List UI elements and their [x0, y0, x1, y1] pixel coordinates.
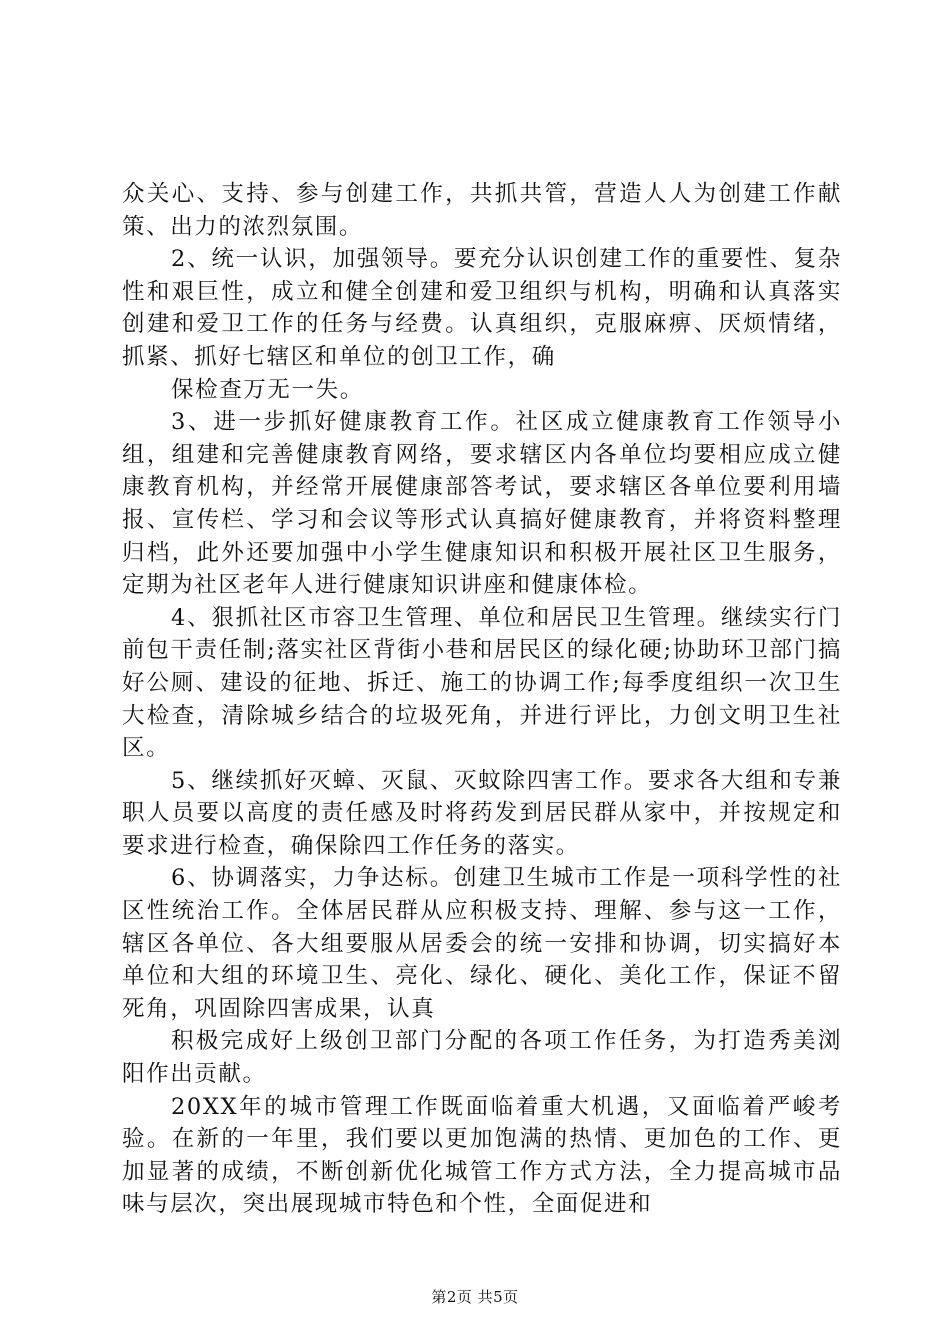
paragraph-3: 3、进一步抓好健康教育工作。社区成立健康教育工作领导小组，组建和完善健康教育网络，要求辖区内各单位均要相应成立健康教育机构，并经常开展健康部答考试，要求辖区各单位要利用墙报、宣传栏、学习和会议等形式认真搞好健康教育，并将资料整理归档，此外还要加强中小学生健康知识和积极开展社区卫生服务，定期为社区老年人进行健康知识讲座和健康体检。	[122, 409, 842, 599]
paragraph-4: 4、狠抓社区市容卫生管理、单位和居民卫生管理。继续实行门前包干责任制;落实社区背街小巷和居民区的绿化硬;协助环卫部门搞好公厕、建设的征地、拆迁、施工的协调工作;每季度组织一次卫生大检查，清除城乡结合的垃圾死角，并进行评比，力创文明卫生社区。	[122, 604, 842, 762]
page-footer	[0, 1286, 950, 1307]
paragraph-7: 积极完成好上级创卫部门分配的各项工作任务，为打造秀美浏阳作出贡献。	[122, 1028, 842, 1088]
document-body	[122, 178, 842, 1221]
paragraph-1: 2、统一认识，加强领导。要充分认识创建工作的重要性、复杂性和艰巨性，成立和健全创建和爱卫组织与机构，明确和认真落实创建和爱卫工作的任务与经费。认真组织，克服麻痹、厌烦情绪，抓紧、抓好七辖区和单位的创卫工作，确	[122, 246, 842, 370]
paragraph-5: 5、继续抓好灭蟑、灭鼠、灭蚊除四害工作。要求各大组和专兼职人员要以高度的责任感及时将药发到居民群从家中，并按规定和要求进行检查，确保除四工作任务的落实。	[122, 767, 842, 859]
paragraph-6: 6、协调落实，力争达标。创建卫生城市工作是一项科学性的社区性统治工作。全体居民群从应积极支持、理解、参与这一工作，辖区各单位、各大组要服从居委会的统一安排和协调，切实搞好本单位和大组的环境卫生、亮化、绿化、硬化、美化工作，保证不留死角，巩固除四害成果，认真	[122, 865, 842, 1022]
paragraph-0: 众关心、支持、参与创建工作，共抓共管，营造人人为创建工作献策、出力的浓烈氛围。	[122, 181, 842, 240]
page-number-label: 第2页 共5页	[431, 1288, 519, 1306]
paragraph-8: 20XX年的城市管理工作既面临着重大机遇，又面临着严峻考验。在新的一年里，我们要以更加饱满的热情、更加色的工作、更加显著的成绩，不断创新优化城管工作方式方法，全力提高城市品味与层次，突出展现城市特色和个性，全面促进和	[122, 1093, 842, 1218]
paragraph-2: 保检查万无一失。	[171, 376, 364, 403]
